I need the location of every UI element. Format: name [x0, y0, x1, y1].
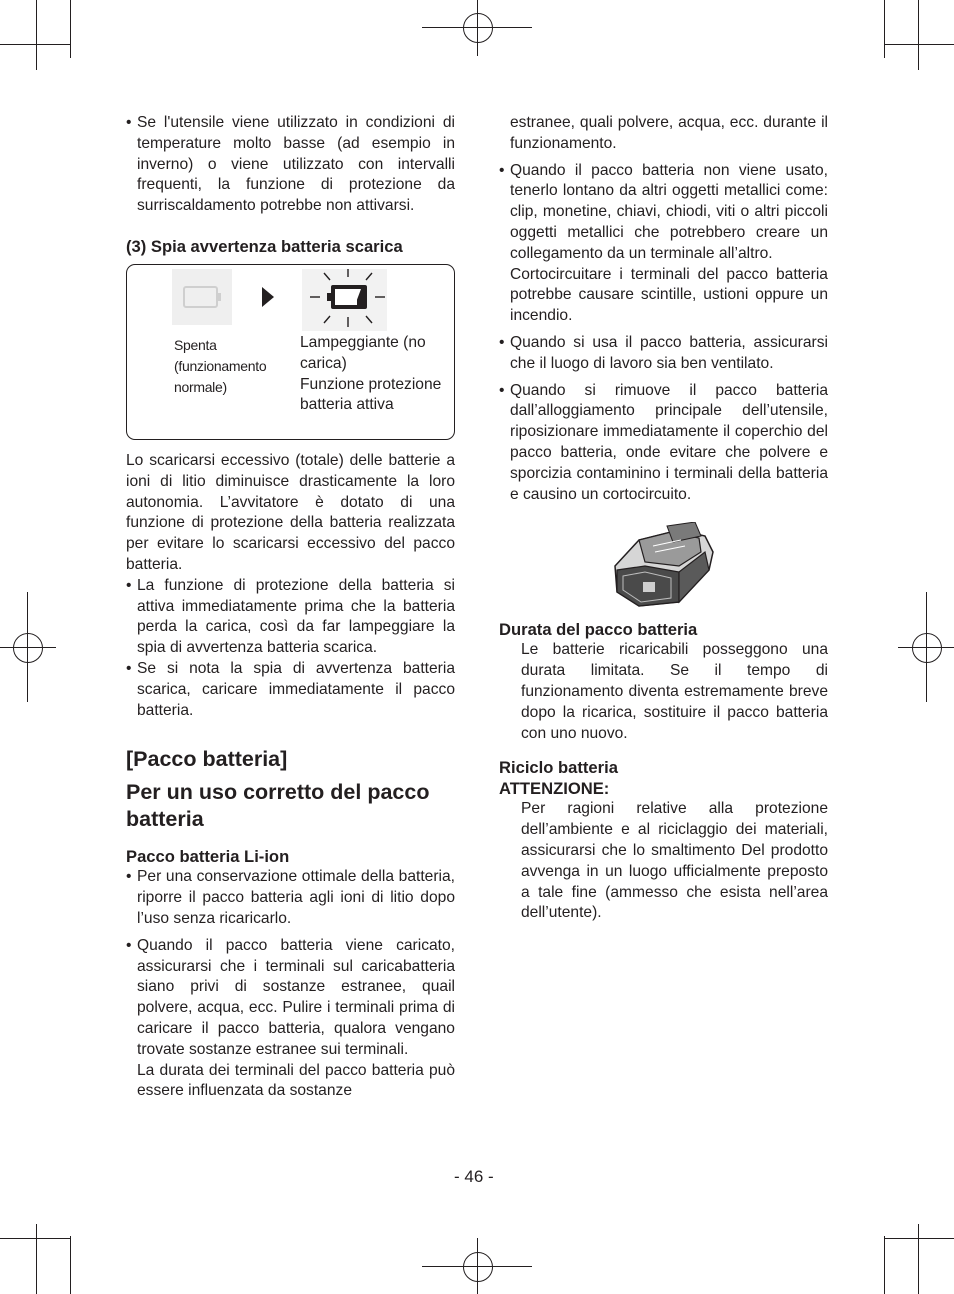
- battery-indicator-box: [126, 264, 455, 440]
- list-item: • Quando il pacco batteria viene caricato, assicurarsi che i terminali sul caricabatteria siano privi di sostanze estranee, quail polvere, acqua, ecc. Pulire i terminali prima di caricare il pacco batteria, qualora vengano trovate sostanze estranee sui terminali.: [126, 936, 455, 1061]
- battery-pack-illustration: [609, 522, 715, 608]
- indicator-off-caption: Spenta (funzionamento normale): [174, 336, 267, 395]
- riciclo-text: Per ragioni relative alla protezione dell’ambiente e al riciclaggio dei materiali, assicurarsi che lo smaltimento Del prodotto avvenga in un luogo ufficialmente preposto a tale fine (ammesso che esista nell’area dell’utente).: [521, 800, 828, 922]
- attenzione-label: ATTENZIONE:: [499, 779, 610, 799]
- continuation-text: estranee, quali polvere, acqua, ecc. durante il funzionamento.: [510, 114, 828, 152]
- indicator-blinking-caption: [300, 333, 450, 416]
- section-title: [Pacco batteria]: [126, 747, 288, 772]
- warning-heading: (3) Spia avvertenza batteria scarica: [126, 236, 403, 256]
- list-item: • Se l'utensile viene utilizzato in condizioni di temperature molto basse (ad esempio in inverno) o viene utilizzato con intervalli frequenti, la funzione di protezione da surriscaldamento potrebbe non attivarsi.: [126, 113, 455, 217]
- left-column: [126, 113, 455, 1102]
- caption-blinking: Lampeggiante (no carica): [300, 333, 426, 372]
- section-subtitle: Per un uso corretto del pacco batteria: [126, 780, 430, 832]
- page-number: - 46 -: [454, 1167, 494, 1186]
- battery-indicator-graphic: [172, 269, 387, 333]
- riciclo-heading: Riciclo batteria: [499, 758, 618, 778]
- list-item: • Quando si usa il pacco batteria, assicurarsi che il luogo di lavoro sia ben ventilato.: [499, 333, 828, 375]
- short-circuit-note: Cortocircuitare i terminali del pacco batteria potrebbe causare scintille, ustioni oppure un incendio.: [510, 265, 828, 325]
- liion-heading: Pacco batteria Li-ion: [126, 847, 290, 867]
- list-item: • Quando il pacco batteria non viene usato, tenerlo lontano da altri oggetti metallici come: clip, monetine, chiavi, chiodi, viti o altri piccoli oggetti metallici che potrebbero creare un collegamento da un terminale all’altro.: [499, 161, 828, 265]
- list-item: • Se si nota la spia di avvertenza batteria scarica, caricare immediatamente il pacco batteria.: [126, 659, 455, 721]
- list-item: • Per una conservazione ottimale della batteria, riporre il pacco batteria agli ioni di litio dopo l’uso senza ricaricarlo.: [126, 867, 455, 929]
- caption-protection: Funzione protezione batteria attiva: [300, 375, 442, 414]
- discharge-paragraph: Lo scaricarsi eccessivo (totale) delle batterie a ioni di litio diminuisce drasticamente la loro autonomia. L’avvitatore è dotato di una funzione di protezione della batteria realizzata per evitare lo scaricarsi eccessivo del pacco batteria.: [126, 451, 455, 573]
- right-column: [499, 113, 828, 924]
- list-item: • Quando si rimuove il pacco batteria dall’alloggiamento principale dell’utensile, riposizionare immediatamente il coperchio del pacco batteria, onde evitare che polvere e sporcizia contaminino i terminali della batteria e causino un cortocircuito.: [499, 381, 828, 506]
- durata-text: Le batterie ricaricabili posseggono una durata limitata. Se il tempo di funzionamento diventa estremamente breve dopo la ricarica, sostituire il pacco batteria con uno nuovo.: [521, 641, 828, 742]
- durata-heading: Durata del pacco batteria: [499, 620, 698, 640]
- list-item: • La funzione di protezione della batteria si attiva immediatamente prima che la batteria perda la carica, così da far lampeggiare la spia di avvertenza batteria scarica.: [126, 576, 455, 659]
- liion-continuation: La durata dei terminali del pacco batteria può essere influenzata da sostanze: [137, 1061, 455, 1100]
